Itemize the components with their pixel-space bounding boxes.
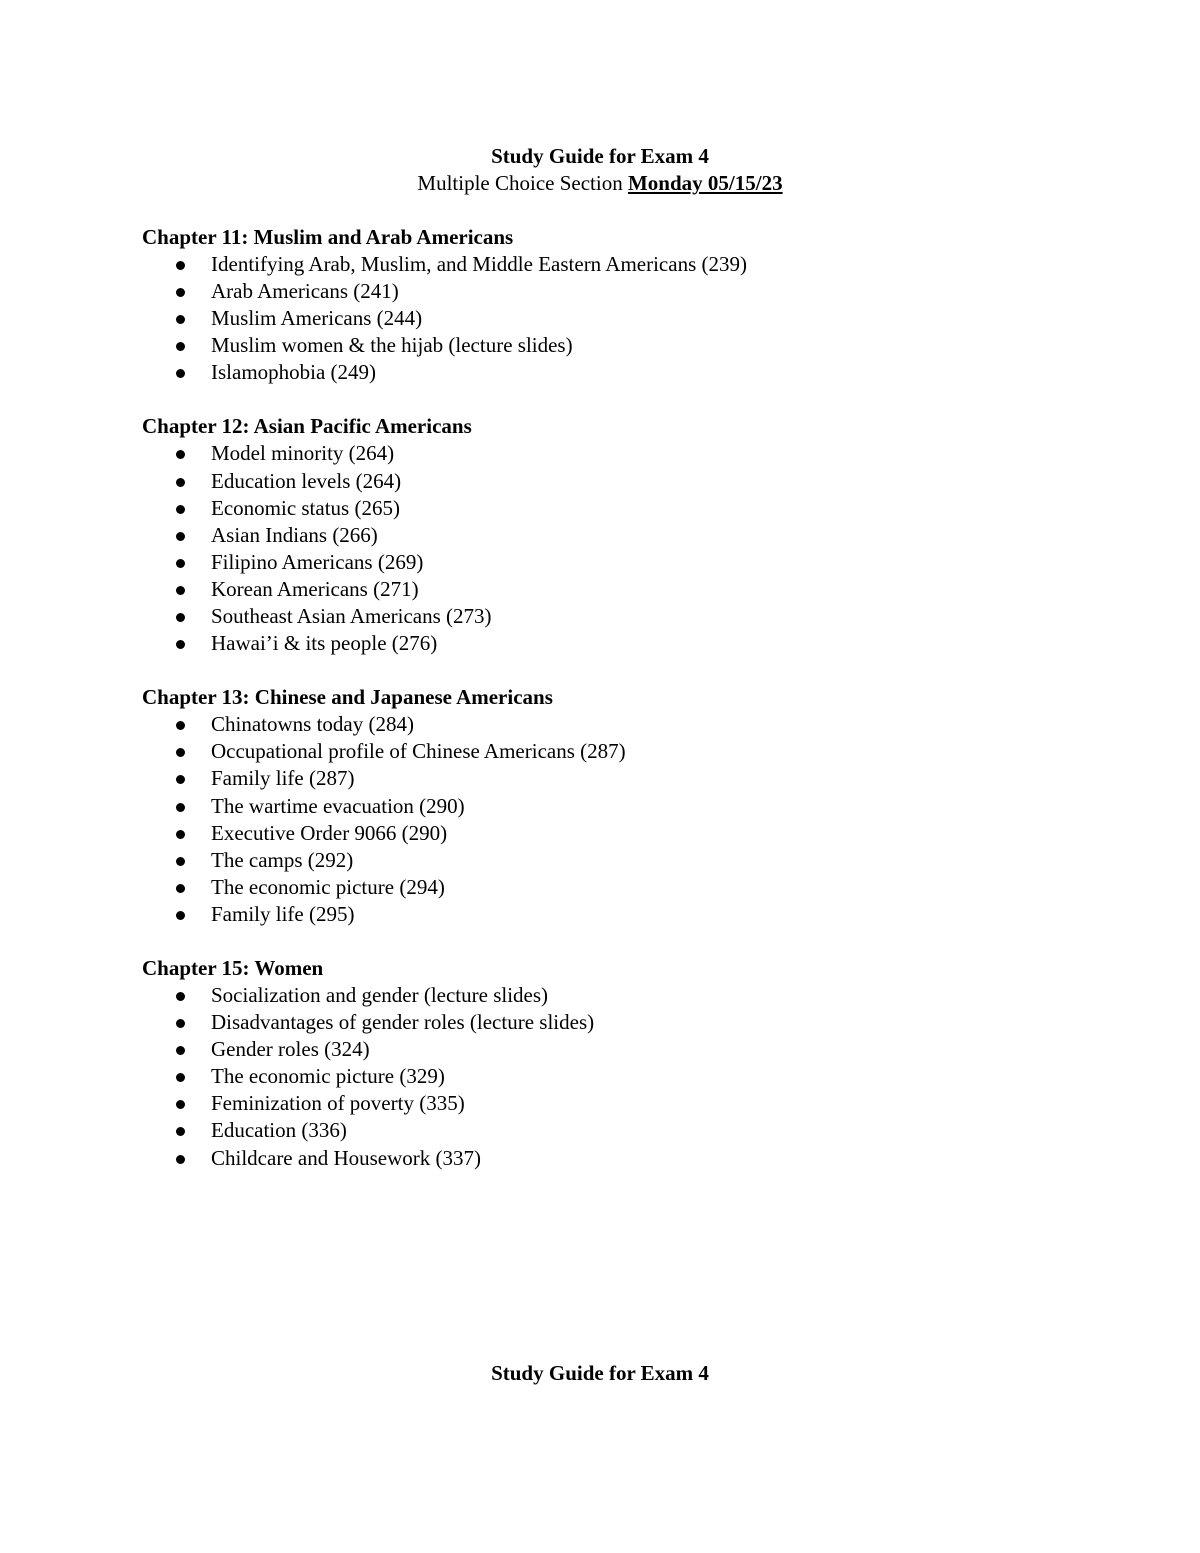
topic-item [142, 332, 1102, 359]
topic-text: Education levels (264) [211, 468, 402, 493]
bullet-icon [176, 505, 185, 514]
topic-item [142, 1145, 1102, 1172]
topic-item [142, 847, 1102, 874]
topic-text: Family life (287) [211, 766, 355, 791]
topic-list [142, 982, 1102, 1172]
bullet-icon [176, 586, 185, 595]
topic-list [142, 251, 1102, 386]
chapter-section [142, 224, 1102, 386]
bullet-icon [176, 857, 185, 866]
topic-item [142, 1117, 1102, 1144]
topic-text: Socialization and gender (lecture slides) [211, 982, 549, 1007]
chapters-container [142, 224, 1102, 1199]
bullet-icon [176, 884, 185, 893]
exam-date: Monday 05/15/23 [627, 171, 783, 195]
bullet-icon [176, 1073, 185, 1082]
bullet-icon [176, 911, 185, 920]
footer-title: Study Guide for Exam 4 [491, 1361, 709, 1385]
topic-text: Disadvantages of gender roles (lecture slides) [211, 1010, 595, 1035]
topic-item [142, 630, 1102, 657]
chapter-section [142, 955, 1102, 1172]
bullet-icon [176, 342, 185, 351]
topic-text: Executive Order 9066 (290) [211, 820, 448, 845]
topic-item [142, 576, 1102, 603]
bullet-icon [176, 803, 185, 812]
topic-text: Hawai’i & its people (276) [211, 631, 438, 656]
topic-item [142, 1036, 1102, 1063]
topic-text: Feminization of poverty (335) [211, 1091, 465, 1116]
topic-text: The wartime evacuation (290) [211, 793, 465, 818]
topic-item [142, 468, 1102, 495]
bullet-icon [176, 1127, 185, 1136]
topic-item [142, 711, 1102, 738]
bullet-icon [176, 830, 185, 839]
topic-item [142, 1009, 1102, 1036]
topic-item [142, 874, 1102, 901]
bullet-icon [176, 559, 185, 568]
topic-item [142, 901, 1102, 928]
topic-text: Asian Indians (266) [211, 522, 378, 547]
bullet-icon [176, 1155, 185, 1164]
topic-item [142, 982, 1102, 1009]
topic-item [142, 793, 1102, 820]
topic-item [142, 278, 1102, 305]
topic-item [142, 820, 1102, 847]
document-title: Study Guide for Exam 4 [491, 144, 709, 168]
document-subtitle [0, 170, 1200, 197]
topic-text: Korean Americans (271) [211, 576, 419, 601]
bullet-icon [176, 1046, 185, 1055]
bullet-icon [176, 640, 185, 649]
chapter-section [142, 413, 1102, 657]
topic-text: Islamophobia (249) [211, 360, 377, 385]
topic-text: Family life (295) [211, 901, 355, 926]
topic-text: Arab Americans (241) [211, 279, 399, 304]
topic-text: Muslim women & the hijab (lecture slides) [211, 333, 573, 358]
topic-text: Education (336) [211, 1118, 347, 1143]
bullet-icon [176, 775, 185, 784]
bullet-icon [176, 450, 185, 459]
topic-item [142, 495, 1102, 522]
chapter-section [142, 684, 1102, 928]
bullet-icon [176, 721, 185, 730]
subtitle-prefix: Multiple Choice Section [417, 171, 623, 195]
bullet-icon [176, 1019, 185, 1028]
bullet-icon [176, 261, 185, 270]
topic-text: Economic status (265) [211, 495, 400, 520]
bullet-icon [176, 992, 185, 1001]
bullet-icon [176, 478, 185, 487]
topic-text: Filipino Americans (269) [211, 549, 424, 574]
topic-item [142, 251, 1102, 278]
topic-text: The camps (292) [211, 847, 354, 872]
topic-text: Southeast Asian Americans (273) [211, 604, 492, 629]
topic-list [142, 711, 1102, 928]
chapter-heading: Chapter 12: Asian Pacific Americans [142, 414, 472, 439]
topic-item [142, 305, 1102, 332]
chapter-heading: Chapter 11: Muslim and Arab Americans [142, 225, 514, 249]
bullet-icon [176, 315, 185, 324]
topic-text: Childcare and Housework (337) [211, 1145, 482, 1170]
topic-text: Chinatowns today (284) [211, 712, 414, 737]
topic-item [142, 549, 1102, 576]
topic-item [142, 603, 1102, 630]
topic-list [142, 440, 1102, 657]
topic-text: The economic picture (294) [211, 874, 445, 899]
topic-item [142, 765, 1102, 792]
bullet-icon [176, 288, 185, 297]
topic-item [142, 1063, 1102, 1090]
bullet-icon [176, 613, 185, 622]
bullet-icon [176, 748, 185, 757]
chapter-heading: Chapter 15: Women [142, 955, 324, 980]
topic-item [142, 440, 1102, 467]
bullet-icon [176, 1100, 185, 1109]
topic-item [142, 522, 1102, 549]
chapter-heading: Chapter 13: Chinese and Japanese Americans [142, 685, 553, 710]
topic-text: Identifying Arab, Muslim, and Middle Eastern Americans (239) [211, 252, 747, 276]
topic-item [142, 359, 1102, 386]
topic-text: The economic picture (329) [211, 1064, 445, 1089]
topic-text: Occupational profile of Chinese Americans (287) [211, 739, 626, 764]
topic-text: Gender roles (324) [211, 1037, 370, 1062]
topic-item [142, 738, 1102, 765]
topic-item [142, 1090, 1102, 1117]
bullet-icon [176, 532, 185, 541]
bullet-icon [176, 369, 185, 378]
topic-text: Model minority (264) [211, 441, 395, 466]
topic-text: Muslim Americans (244) [211, 306, 423, 331]
